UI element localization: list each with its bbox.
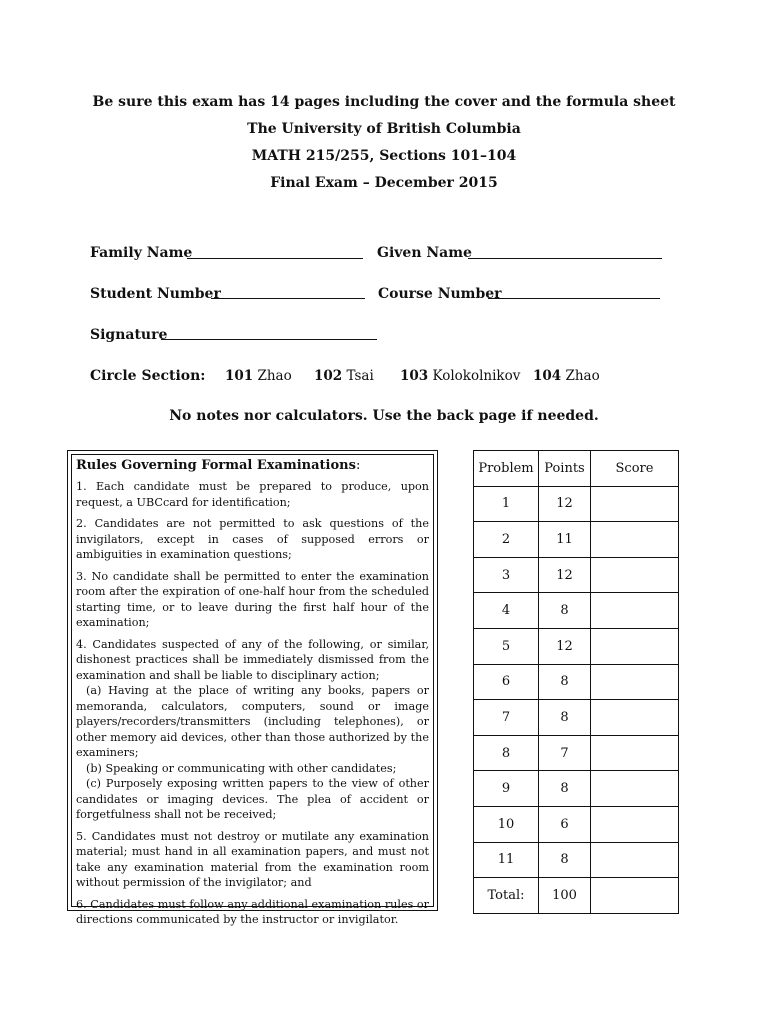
problem-cell: 11 bbox=[474, 842, 539, 878]
rules-title bbox=[76, 457, 429, 474]
notice-text: No notes nor calculators. Use the back page if needed. bbox=[169, 408, 599, 424]
course-number-label: Course Number bbox=[378, 286, 502, 302]
rule-4: 4. Candidates suspected of any of the following, or similar, dishonest practices shall be immediately dismissed from the examination and shall be liable to disciplinary action; bbox=[76, 637, 429, 682]
total-points: 100 bbox=[539, 878, 591, 914]
section-instructor: Zhao bbox=[257, 368, 292, 384]
rule-1: 1. Each candidate must be prepared to produce, upon request, a UBCcard for identification; bbox=[76, 480, 429, 509]
points-cell: 8 bbox=[539, 593, 591, 629]
table-row bbox=[474, 557, 679, 593]
problem-cell: 5 bbox=[474, 628, 539, 664]
total-label: Total: bbox=[474, 878, 539, 914]
section-number: 103 bbox=[400, 368, 429, 384]
total-row bbox=[474, 878, 679, 914]
table-row bbox=[474, 664, 679, 700]
rule-4a: (a) Having at the place of writing any books, papers or memoranda, calculators, computers, sound or image players/recorders/transmitters (including telephones), or other memory aid devices, other than those authorized by the examiners; bbox=[76, 684, 429, 759]
table-row bbox=[474, 842, 679, 878]
section-instructor: Kolokolnikov bbox=[432, 368, 521, 384]
header-points: Points bbox=[539, 451, 591, 487]
score-table bbox=[473, 450, 679, 914]
problem-cell: 8 bbox=[474, 735, 539, 771]
header-score: Score bbox=[591, 451, 679, 487]
score-cell[interactable] bbox=[591, 522, 679, 558]
table-header-row bbox=[474, 451, 679, 487]
section-option-104[interactable] bbox=[533, 368, 600, 384]
rule-4c: (c) Purposely exposing written papers to the view of other candidates or imaging devices. The plea of accident or forgetfulness shall not be received; bbox=[76, 777, 429, 821]
section-number: 104 bbox=[533, 368, 562, 384]
points-cell: 8 bbox=[539, 664, 591, 700]
section-option-103[interactable] bbox=[400, 368, 520, 384]
table-row bbox=[474, 593, 679, 629]
rule-5: 5. Candidates must not destroy or mutilate any examination material; must hand in all examination papers, and must not take any examination material from the examination room without permission of the invigilator; and bbox=[76, 829, 429, 889]
problem-cell: 6 bbox=[474, 664, 539, 700]
family-name-field[interactable] bbox=[187, 258, 363, 259]
points-cell: 7 bbox=[539, 735, 591, 771]
family-name-label: Family Name bbox=[90, 245, 193, 261]
points-cell: 12 bbox=[539, 486, 591, 522]
exam-title: Final Exam – December 2015 bbox=[270, 175, 498, 191]
table-row bbox=[474, 735, 679, 771]
university-name: The University of British Columbia bbox=[247, 121, 521, 137]
problem-cell: 4 bbox=[474, 593, 539, 629]
points-cell: 8 bbox=[539, 842, 591, 878]
student-number-field[interactable] bbox=[211, 298, 365, 299]
table-row bbox=[474, 700, 679, 736]
score-cell[interactable] bbox=[591, 557, 679, 593]
table-row bbox=[474, 628, 679, 664]
table-row bbox=[474, 806, 679, 842]
section-instructor: Tsai bbox=[346, 368, 374, 384]
course-title: MATH 215/255, Sections 101–104 bbox=[251, 148, 517, 164]
header-problem: Problem bbox=[474, 451, 539, 487]
score-cell[interactable] bbox=[591, 842, 679, 878]
points-cell: 6 bbox=[539, 806, 591, 842]
score-cell[interactable] bbox=[591, 700, 679, 736]
given-name-field[interactable] bbox=[468, 258, 662, 259]
score-cell[interactable] bbox=[591, 771, 679, 807]
section-option-101[interactable] bbox=[225, 368, 292, 384]
table-row bbox=[474, 771, 679, 807]
signature-field[interactable] bbox=[161, 339, 377, 340]
course-number-field[interactable] bbox=[488, 298, 660, 299]
rules-title-colon: : bbox=[355, 458, 361, 473]
given-name-label: Given Name bbox=[377, 245, 472, 261]
rule-6: 6. Candidates must follow any additional examination rules or directions communicated by the instructor or invigilator. bbox=[76, 897, 429, 926]
score-cell[interactable] bbox=[591, 593, 679, 629]
section-option-102[interactable] bbox=[314, 368, 374, 384]
problem-cell: 7 bbox=[474, 700, 539, 736]
exam-pages-note: Be sure this exam has 14 pages including the cover and the formula sheet bbox=[92, 94, 676, 110]
points-cell: 12 bbox=[539, 628, 591, 664]
section-number: 101 bbox=[225, 368, 254, 384]
points-cell: 11 bbox=[539, 522, 591, 558]
score-cell[interactable] bbox=[591, 628, 679, 664]
problem-cell: 10 bbox=[474, 806, 539, 842]
score-cell[interactable] bbox=[591, 486, 679, 522]
problem-cell: 3 bbox=[474, 557, 539, 593]
problem-cell: 1 bbox=[474, 486, 539, 522]
circle-section-label: Circle Section: bbox=[90, 368, 206, 384]
rule-3: 3. No candidate shall be permitted to enter the examination room after the expiration of one-half hour from the scheduled starting time, or to leave during the first half hour of the examination; bbox=[76, 569, 429, 629]
rule-2: 2. Candidates are not permitted to ask questions of the invigilators, except in cases of supposed errors or ambiguities in examination questions; bbox=[76, 517, 429, 561]
signature-label: Signature bbox=[90, 327, 168, 343]
table-row bbox=[474, 522, 679, 558]
score-cell[interactable] bbox=[591, 664, 679, 700]
table-row bbox=[474, 486, 679, 522]
section-number: 102 bbox=[314, 368, 343, 384]
student-number-label: Student Number bbox=[90, 286, 221, 302]
score-cell[interactable] bbox=[591, 735, 679, 771]
rule-4b: (b) Speaking or communicating with other candidates; bbox=[86, 761, 397, 775]
problem-cell: 9 bbox=[474, 771, 539, 807]
rules-title-text: Rules Governing Formal Examinations bbox=[76, 458, 356, 473]
score-cell[interactable] bbox=[591, 806, 679, 842]
rules-box bbox=[71, 454, 434, 926]
points-cell: 8 bbox=[539, 771, 591, 807]
points-cell: 8 bbox=[539, 700, 591, 736]
total-score-cell[interactable] bbox=[591, 878, 679, 914]
section-instructor: Zhao bbox=[565, 368, 600, 384]
problem-cell: 2 bbox=[474, 522, 539, 558]
points-cell: 12 bbox=[539, 557, 591, 593]
